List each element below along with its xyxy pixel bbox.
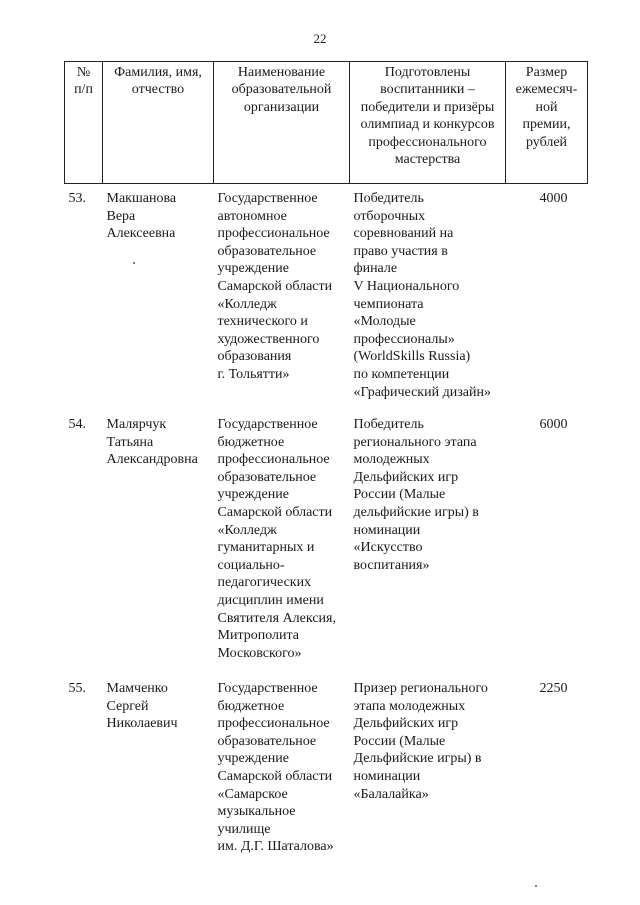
row-full-name: Мамченко Сергей Николаевич	[106, 681, 178, 732]
header-premium: Размер ежемесяч- ной премии, рублей	[506, 62, 588, 184]
row-organization: Государственное бюджетное профессиональное образовательное учреждение Самарской области «Самарское музыкальное училище им. Д.Г. Шаталова»	[217, 681, 334, 855]
row-premium: 4000	[539, 191, 568, 206]
row-premium: 6000	[539, 417, 568, 432]
table-row	[65, 410, 588, 676]
row-full-name: Макшанова Вера Алексеевна	[106, 191, 177, 242]
row-number: 54.	[68, 417, 86, 432]
header-full-name: Фамилия, имя, отчество	[103, 62, 214, 184]
row-number: 55.	[68, 681, 86, 696]
scan-speck	[535, 885, 537, 887]
header-number: № п/п	[65, 62, 103, 184]
row-number: 53.	[68, 191, 86, 206]
row-organization: Государственное автономное профессиональное образовательное учреждение Самарской области «Колледж технического и художественного образования г. Тольятти»	[217, 191, 333, 382]
table-header	[65, 62, 588, 184]
page-number: 22	[313, 31, 327, 46]
row-achievement: Победитель отборочных соревнований на право участия в финале V Национального чемпионата «Молодые профессионалы» (WorldSkills Russia) по компетенции «Графический дизайн»	[353, 191, 491, 400]
table-row	[65, 676, 588, 856]
table-row	[65, 184, 588, 411]
row-premium: 2250	[539, 681, 568, 696]
awards-table	[64, 61, 588, 856]
scan-speck	[133, 262, 135, 264]
header-organization: Наименование образовательной организации	[214, 62, 350, 184]
row-organization: Государственное бюджетное профессиональное образовательное учреждение Самарской области «Колледж гуманитарных и социально- педагогических дисциплин имени Святителя Алексия, Митрополита Московского»	[217, 417, 336, 661]
row-full-name: Малярчук Татьяна Александровна	[106, 417, 198, 468]
row-achievement: Победитель регионального этапа молодежных Дельфийских игр России (Малые дельфийские игры) в номинации «Искусство воспитания»	[353, 417, 479, 573]
row-achievement: Призер регионального этапа молодежных Дельфийских игр России (Малые Дельфийские игры) в номинации «Балалайка»	[353, 681, 488, 802]
header-achievement: Подготовлены воспитанники – победители и призёры олимпиад и конкурсов профессионального мастерства	[350, 62, 506, 184]
